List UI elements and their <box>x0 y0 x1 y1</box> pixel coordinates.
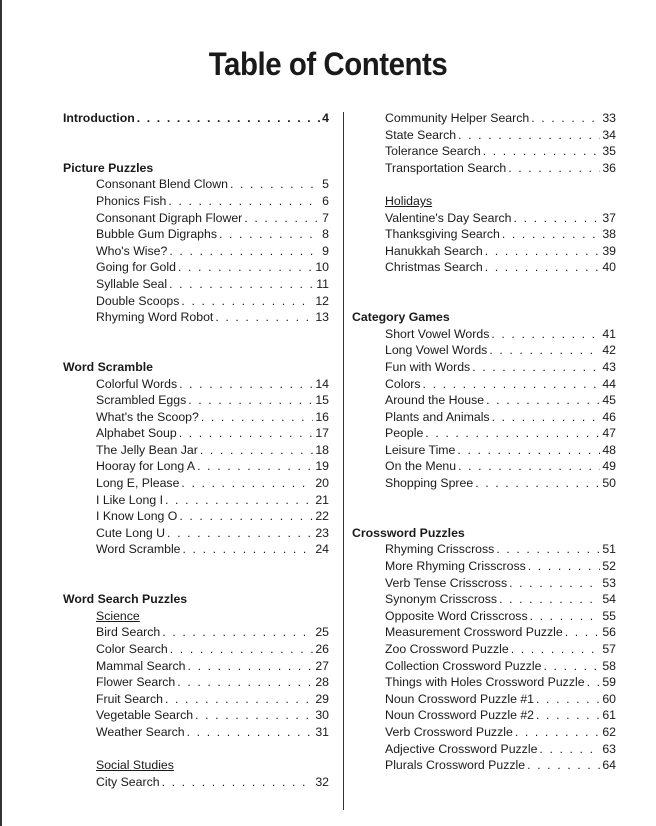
dot-leader <box>169 276 314 293</box>
toc-entry-page: 50 <box>602 476 616 491</box>
toc-entry-title: Who's Wise? <box>96 243 168 258</box>
toc-entry-page: 34 <box>602 127 616 142</box>
dot-leader <box>197 458 313 475</box>
dot-leader <box>528 558 601 575</box>
toc-entry[interactable] <box>63 724 329 741</box>
toc-entry-page: 51 <box>602 542 616 557</box>
toc-entry-title: Colorful Words <box>96 376 178 391</box>
toc-entry-title: Colors <box>385 376 421 391</box>
toc-entry[interactable] <box>352 458 616 475</box>
holidays-list <box>352 210 616 276</box>
toc-entry-title: Bird Search <box>96 625 161 640</box>
toc-entry-page: 28 <box>315 675 329 690</box>
toc-entry-title: More Rhyming Crisscross <box>385 559 526 574</box>
category-games-list <box>352 326 616 492</box>
toc-entry-title: Mammal Search <box>96 658 186 673</box>
toc-entry-title: Fun with Words <box>385 359 471 374</box>
toc-entry-page: 43 <box>602 359 616 374</box>
subheading-science: Science <box>96 608 140 623</box>
dot-leader <box>165 691 313 708</box>
dot-leader <box>188 658 314 675</box>
dot-leader <box>511 641 601 658</box>
toc-entry[interactable] <box>352 608 616 625</box>
toc-entry[interactable] <box>63 392 329 409</box>
dot-leader <box>531 110 600 127</box>
toc-entry[interactable] <box>352 575 616 592</box>
toc-entry[interactable] <box>63 658 329 675</box>
toc-entry[interactable] <box>63 376 329 393</box>
dot-leader <box>215 309 313 326</box>
dot-leader <box>514 210 601 227</box>
dot-leader <box>536 707 600 724</box>
toc-entry-page: 26 <box>315 642 329 656</box>
toc-entry-title: Long E, Please <box>96 476 180 491</box>
dot-leader <box>168 193 320 210</box>
toc-entry-page: 45 <box>602 393 616 408</box>
toc-entry-title: Flower Search <box>96 675 176 690</box>
dot-leader <box>536 691 600 708</box>
dot-leader <box>179 376 313 393</box>
toc-entry-title: City Search <box>96 774 160 789</box>
column-divider <box>343 112 344 810</box>
toc-entry[interactable] <box>352 243 616 260</box>
toc-entry-title: Rhyming Word Robot <box>96 310 214 325</box>
toc-entry[interactable] <box>352 160 616 177</box>
toc-entry-page: 29 <box>315 691 329 706</box>
section-heading-word-scramble: Word Scramble <box>63 359 153 374</box>
dot-leader <box>485 243 601 260</box>
toc-entry-page: 53 <box>602 575 616 590</box>
toc-entry-title: Bubble Gum Digraphs <box>96 227 217 242</box>
toc-entry-title: Plurals Crossword Puzzle <box>385 758 526 773</box>
toc-entry-title: Zoo Crossword Puzzle <box>385 642 509 656</box>
toc-entry[interactable] <box>63 243 329 260</box>
toc-entry-page: 17 <box>315 426 329 441</box>
toc-entry[interactable] <box>352 392 616 409</box>
toc-entry-page: 46 <box>602 409 616 424</box>
section-heading-word-search: Word Search Puzzles <box>63 592 188 607</box>
toc-entry[interactable] <box>352 110 616 127</box>
toc-entry-title: Syllable Seal <box>96 276 168 291</box>
dot-leader <box>509 575 600 592</box>
toc-entry[interactable] <box>352 674 616 691</box>
toc-entry-page: 54 <box>602 592 616 607</box>
toc-entry[interactable] <box>352 409 616 426</box>
toc-entry-title: Verb Tense Crisscross <box>385 575 508 590</box>
toc-entry[interactable] <box>352 591 616 608</box>
toc-entry-page: 13 <box>315 310 329 325</box>
toc-entry[interactable] <box>352 624 616 641</box>
toc-entry-title: The Jelly Bean Jar <box>96 442 198 457</box>
toc-entry-page: 62 <box>602 724 616 739</box>
toc-entry[interactable] <box>63 176 329 193</box>
dot-leader <box>179 508 313 525</box>
toc-entry-page: 25 <box>315 625 329 640</box>
dot-leader <box>219 226 320 243</box>
toc-entry-title: Collection Crossword Puzzle <box>385 658 542 673</box>
toc-entry[interactable] <box>352 558 616 575</box>
toc-entry-title: Noun Crossword Puzzle #2 <box>385 708 534 723</box>
toc-entry-page: 40 <box>602 260 616 275</box>
subheading-social-studies: Social Studies <box>96 758 174 773</box>
toc-entry-title: Transportation Search <box>385 160 507 175</box>
toc-entry-page: 48 <box>602 442 616 457</box>
toc-entry-page: 58 <box>602 658 616 673</box>
dot-leader <box>491 326 600 343</box>
toc-entry-page: 42 <box>602 343 616 358</box>
toc-entry-title: Valentine's Day Search <box>385 210 512 225</box>
toc-entry-page: 7 <box>322 210 329 225</box>
toc-entry-page: 35 <box>602 144 616 159</box>
toc-entry-title: Community Helper Search <box>385 111 530 125</box>
toc-entry[interactable] <box>352 376 616 393</box>
toc-entry-title: Consonant Digraph Flower <box>96 210 243 225</box>
toc-entry[interactable] <box>352 658 616 675</box>
toc-entry-page: 37 <box>602 210 616 225</box>
dot-leader <box>423 376 601 393</box>
crossword-list <box>352 541 616 773</box>
dot-leader <box>458 458 600 475</box>
toc-entry-title: Word Scramble <box>96 542 181 557</box>
toc-entry[interactable] <box>63 309 329 326</box>
toc-entry-page: 8 <box>322 227 329 242</box>
page-title: Table of Contents <box>208 46 448 82</box>
toc-entry-title: Alphabet Soup <box>96 426 177 441</box>
toc-entry-title: Leisure Time <box>385 442 456 457</box>
toc-entry-page: 27 <box>315 658 329 673</box>
toc-entry[interactable] <box>352 127 616 144</box>
toc-entry[interactable] <box>63 541 329 558</box>
toc-entry-page: 52 <box>602 559 616 574</box>
toc-entry-page: 6 <box>322 193 329 208</box>
toc-entry-title: Weather Search <box>96 724 185 739</box>
dot-leader <box>539 741 600 758</box>
word-scramble-list <box>63 376 329 559</box>
toc-entry[interactable] <box>352 442 616 459</box>
dot-leader <box>187 724 314 741</box>
toc-entry-page: 18 <box>315 442 329 457</box>
social-studies-list <box>63 774 329 791</box>
dot-leader <box>458 127 600 144</box>
toc-entry-title: Hooray for Long A <box>96 459 196 474</box>
toc-entry-page: 11 <box>316 276 329 291</box>
toc-entry[interactable] <box>352 475 616 492</box>
toc-entry-title: What's the Scoop? <box>96 409 199 424</box>
dot-leader <box>508 160 600 177</box>
dot-leader <box>170 641 314 658</box>
toc-entry-title: Adjective Crossword Puzzle <box>385 741 538 756</box>
toc-entry-page: 12 <box>315 293 329 308</box>
toc-entry-page: 38 <box>602 227 616 242</box>
toc-entry-title: Vegetable Search <box>96 708 194 723</box>
toc-entry-page: 55 <box>602 608 616 623</box>
dot-leader <box>179 425 314 442</box>
toc-entry[interactable] <box>63 624 329 641</box>
toc-entry[interactable] <box>63 458 329 475</box>
toc-entry-title: Synonym Crisscross <box>385 592 498 607</box>
toc-entry[interactable] <box>352 541 616 558</box>
dot-leader <box>230 176 320 193</box>
toc-entry[interactable] <box>63 293 329 310</box>
toc-entry-page: 20 <box>315 476 329 491</box>
toc-entry-page: 57 <box>602 642 616 656</box>
toc-entry[interactable] <box>63 691 329 708</box>
dot-leader <box>530 608 601 625</box>
toc-entry-page: 32 <box>315 774 329 789</box>
subheading-holidays: Holidays <box>385 193 433 208</box>
toc-entry[interactable] <box>63 475 329 492</box>
dot-leader <box>195 707 313 724</box>
toc-entry[interactable] <box>63 442 329 459</box>
toc-entry-title: Tolerance Search <box>385 144 481 159</box>
toc-entry[interactable] <box>63 508 329 525</box>
dot-leader <box>499 591 600 608</box>
toc-entry[interactable] <box>63 707 329 724</box>
toc-entry-page: 30 <box>315 708 329 723</box>
toc-entry-page: 21 <box>315 492 329 507</box>
dot-leader <box>177 674 313 691</box>
toc-entry[interactable] <box>63 226 329 243</box>
toc-entry-title: Shopping Spree <box>385 476 474 491</box>
toc-entry-title: Verb Crossword Puzzle <box>385 724 513 739</box>
dot-leader <box>486 392 600 409</box>
toc-entry-title: Plants and Animals <box>385 409 490 424</box>
toc-entry[interactable] <box>352 259 616 276</box>
toc-entry[interactable] <box>352 707 616 724</box>
toc-entry-title: I Like Long I <box>96 492 163 507</box>
toc-entry-title: Double Scoops <box>96 293 180 308</box>
dot-leader <box>485 259 601 276</box>
toc-entry-title: Noun Crossword Puzzle #1 <box>385 691 534 706</box>
section-heading-picture-puzzles: Picture Puzzles <box>63 160 154 175</box>
dot-leader <box>244 210 320 227</box>
dot-leader <box>587 674 601 691</box>
dot-leader <box>162 774 314 791</box>
toc-entry[interactable] <box>63 641 329 658</box>
toc-entry-title: Christmas Search <box>385 260 483 275</box>
dot-leader <box>483 143 601 160</box>
toc-entry-page: 56 <box>602 625 616 640</box>
dot-leader <box>544 658 601 675</box>
toc-entry-title: Hanukkah Search <box>385 243 483 258</box>
toc-entry-title: Long Vowel Words <box>385 343 488 358</box>
dot-leader <box>425 425 600 442</box>
toc-entry-page: 63 <box>602 741 616 756</box>
toc-entry[interactable] <box>352 425 616 442</box>
section-heading-crossword: Crossword Puzzles <box>352 525 465 540</box>
toc-entry[interactable] <box>63 674 329 691</box>
toc-entry[interactable] <box>63 276 329 293</box>
toc-entry-page: 36 <box>602 160 616 175</box>
right-column <box>352 110 616 774</box>
dot-leader <box>178 259 313 276</box>
social-studies-continued-list <box>352 110 616 176</box>
toc-entry-page: 19 <box>315 459 329 474</box>
dot-leader <box>169 243 320 260</box>
toc-entry-page: 44 <box>602 376 616 391</box>
toc-entry-title: Opposite Word Crisscross <box>385 608 528 623</box>
toc-entry-title: State Search <box>385 127 457 142</box>
toc-entry-title: Cute Long U <box>96 525 166 540</box>
toc-entry-page: 41 <box>602 326 616 341</box>
dot-leader <box>165 492 313 509</box>
toc-entry-title: I Know Long O <box>96 509 178 524</box>
toc-entry-title: Things with Holes Crossword Puzzle <box>385 675 585 690</box>
toc-entry[interactable] <box>63 210 329 227</box>
toc-entry-title: Color Search <box>96 642 168 656</box>
toc-entry[interactable] <box>63 259 329 276</box>
toc-entry-page: 23 <box>315 525 329 540</box>
toc-entry-page: 39 <box>602 243 616 258</box>
toc-entry[interactable] <box>63 774 329 791</box>
dot-leader <box>502 226 600 243</box>
toc-entry[interactable] <box>352 641 616 658</box>
toc-entry-page: 5 <box>322 177 329 192</box>
toc-entry[interactable] <box>63 193 329 210</box>
toc-entry[interactable] <box>352 724 616 741</box>
toc-entry-page: 59 <box>602 675 616 690</box>
toc-entry-title: Rhyming Crisscross <box>385 542 495 557</box>
toc-entry-title: Scrambled Eggs <box>96 393 187 408</box>
toc-entry[interactable] <box>352 326 616 343</box>
toc-entry-page: 49 <box>602 459 616 474</box>
toc-entry[interactable] <box>352 757 616 774</box>
toc-entry-page: 10 <box>315 260 329 275</box>
toc-entry-page: 14 <box>315 376 329 391</box>
toc-entry-introduction[interactable]: Introduction . . . 4 <box>63 110 329 127</box>
toc-entry[interactable] <box>63 425 329 442</box>
toc-entry-title: Short Vowel Words <box>385 326 490 341</box>
dot-leader <box>181 475 313 492</box>
toc-entry-page: 15 <box>315 393 329 408</box>
dot-leader <box>472 359 600 376</box>
picture-puzzles-list <box>63 176 329 325</box>
dot-leader <box>475 475 600 492</box>
toc-entry[interactable] <box>352 226 616 243</box>
toc-entry[interactable] <box>63 525 329 542</box>
dot-leader <box>457 442 600 459</box>
toc-entry-title: Consonant Blend Clown <box>96 177 228 192</box>
toc-entry-title: People <box>385 426 424 441</box>
toc-entry-page: 24 <box>315 542 329 557</box>
toc-entry-title: Thanksgiving Search <box>385 227 500 242</box>
toc-entry-page: 61 <box>602 708 616 723</box>
toc-entry[interactable] <box>63 409 329 426</box>
dot-leader <box>188 392 313 409</box>
toc-entry-title: Measurement Crossword Puzzle <box>385 625 563 640</box>
page-edge-rule <box>0 0 2 826</box>
toc-entry-page: 64 <box>602 758 616 773</box>
toc-entry-page: 9 <box>322 243 329 258</box>
dot-leader <box>162 624 313 641</box>
science-search-list <box>63 624 329 740</box>
toc-entry-title: Around the House <box>385 393 485 408</box>
dot-leader <box>527 757 600 774</box>
dot-leader <box>183 541 314 558</box>
dot-leader <box>167 525 313 542</box>
dot-leader <box>515 724 601 741</box>
toc-entry-page: 16 <box>315 409 329 424</box>
dot-leader <box>489 342 600 359</box>
section-heading-category-games: Category Games <box>352 310 450 325</box>
toc-entry[interactable] <box>63 492 329 509</box>
toc-entry-title: Phonics Fish <box>96 193 167 208</box>
toc-entry[interactable] <box>352 359 616 376</box>
toc-entry[interactable] <box>352 691 616 708</box>
toc-entry-title: Fruit Search <box>96 691 163 706</box>
toc-entry[interactable] <box>352 143 616 160</box>
toc-entry-page: 31 <box>315 724 329 739</box>
dot-leader <box>492 409 601 426</box>
dot-leader <box>201 409 313 426</box>
toc-entry-page: 60 <box>602 691 616 706</box>
toc-entry[interactable] <box>352 210 616 227</box>
toc-entry-page: 33 <box>602 111 616 125</box>
toc-entry-title: On the Menu <box>385 459 457 474</box>
dot-leader <box>181 293 313 310</box>
toc-entry-title: Going for Gold <box>96 260 176 275</box>
toc-entry[interactable] <box>352 342 616 359</box>
dot-leader <box>565 624 601 641</box>
toc-entry[interactable] <box>352 741 616 758</box>
left-column <box>63 110 329 790</box>
toc-entry-page: 47 <box>602 426 616 441</box>
dot-leader <box>200 442 313 459</box>
toc-entry-page: 22 <box>315 509 329 524</box>
dot-leader <box>496 541 600 558</box>
